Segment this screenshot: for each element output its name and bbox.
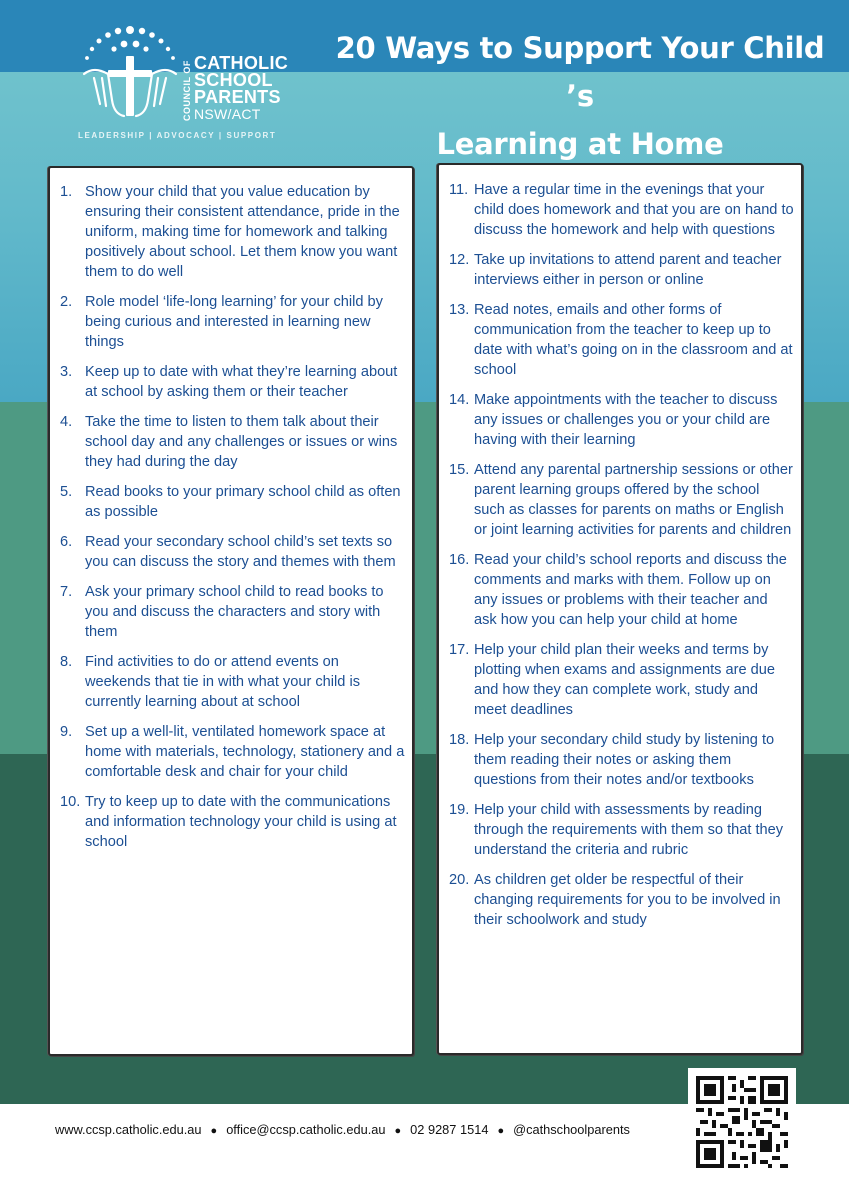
social-handle: @cathschoolparents	[513, 1122, 630, 1137]
list-item	[449, 390, 794, 450]
list-item-text: Read notes, emails and other forms of communication from the teacher to keep up to date with what’s going on in the classroom and at school	[474, 302, 793, 378]
list-item	[449, 800, 794, 860]
list-item	[449, 870, 794, 930]
logo-line-catholic: CATHOLIC	[194, 53, 289, 73]
list-item-number: 7.	[60, 584, 73, 600]
list-item-number: 2.	[60, 294, 73, 310]
list-item-text: As children get older be respectful of their changing requirements for you to be involved in their schoolwork and study	[474, 872, 781, 928]
list-item-text: Attend any parental partnership sessions or other parent learning groups offered by the school such as classes for parents on maths or English or joint learning activities for parents and children	[474, 462, 793, 538]
list-item-number: 4.	[60, 414, 73, 430]
logo-wordmark	[194, 55, 288, 123]
logo-line-school: SCHOOL	[194, 70, 273, 90]
list-item	[60, 412, 405, 472]
list-item	[60, 652, 405, 712]
left-list-panel	[48, 166, 414, 1056]
separator-dot: ●	[497, 1125, 505, 1137]
list-item	[449, 460, 794, 540]
list-item-text: Read your secondary school child’s set texts so you can discuss the story and themes with them	[85, 534, 396, 570]
list-item	[449, 250, 794, 290]
logo-council-of: COUNCIL OF	[182, 60, 192, 121]
logo-line-region: NSW/ACT	[194, 106, 261, 122]
page-title-line-2: Learning at Home	[436, 127, 724, 161]
list-item-text: Make appointments with the teacher to discuss any issues or challenges you or your child are having with their learning	[474, 392, 778, 448]
list-item-number: 18.	[449, 732, 470, 748]
list-item	[449, 730, 794, 790]
email-link[interactable]: office@ccsp.catholic.edu.au	[226, 1122, 386, 1137]
phone-number: 02 9287 1514	[410, 1122, 489, 1137]
list-item-text: Have a regular time in the evenings that your child does homework and that you are on hand to discuss the homework and help with questions	[474, 182, 794, 238]
list-item-text: Read books to your primary school child as often as possible	[85, 484, 401, 520]
separator-dot: ●	[210, 1125, 218, 1137]
page-title	[320, 24, 840, 168]
page-title-line-1: 20 Ways to Support Your Child ’s	[335, 31, 825, 113]
list-item-number: 19.	[449, 802, 470, 818]
separator-dot: ●	[394, 1125, 402, 1137]
list-item-number: 13.	[449, 302, 470, 318]
list-item	[60, 362, 405, 402]
tips-list-left	[60, 182, 405, 862]
list-item-text: Help your child plan their weeks and terms by plotting when exams and assignments are due and how they can complete work, study and meet deadlines	[474, 642, 775, 718]
list-item-text: Set up a well-lit, ventilated homework space at home with materials, technology, stationery and a comfortable desk and chair for your child	[85, 724, 405, 780]
hands-cross-emblem-icon	[78, 22, 182, 126]
tips-list-right	[449, 180, 794, 940]
contact-footer	[55, 1122, 695, 1137]
website-link[interactable]: www.ccsp.catholic.edu.au	[55, 1122, 202, 1137]
list-item	[449, 180, 794, 240]
list-item-number: 12.	[449, 252, 470, 268]
qr-code-icon[interactable]	[688, 1068, 796, 1176]
list-item-number: 15.	[449, 462, 470, 478]
list-item-number: 3.	[60, 364, 73, 380]
list-item	[60, 482, 405, 522]
ccsp-logo	[78, 22, 308, 144]
list-item-text: Help your child with assessments by reading through the requirements with them so that they understand the criteria and rubric	[474, 802, 784, 858]
list-item-text: Try to keep up to date with the communications and information technology your child is using at school	[85, 794, 397, 850]
list-item-text: Find activities to do or attend events on weekends that tie in with what your child is currently learning about at school	[85, 654, 360, 710]
list-item-number: 17.	[449, 642, 470, 658]
list-item-number: 1.	[60, 184, 73, 200]
list-item	[60, 792, 405, 852]
list-item	[449, 300, 794, 380]
list-item-text: Read your child’s school reports and discuss the comments and marks with them. Follow up on any issues or problems with their teacher and ask how you can help your child at home	[474, 552, 787, 628]
list-item-text: Take up invitations to attend parent and teacher interviews either in person or online	[474, 252, 782, 288]
list-item-text: Ask your primary school child to read books to you and discuss the characters and story with them	[85, 584, 384, 640]
list-item-text: Take the time to listen to them talk about their school day and any challenges or issues or wins they had during the day	[85, 414, 398, 470]
list-item-number: 11.	[449, 182, 469, 198]
list-item	[60, 182, 405, 282]
list-item	[60, 722, 405, 782]
list-item-text: Role model ‘life-long learning’ for your child by being curious and interested in learning new things	[85, 294, 383, 350]
list-item	[449, 640, 794, 720]
list-item-text: Keep up to date with what they’re learning about at school by asking them or their teacher	[85, 364, 398, 400]
list-item-number: 20.	[449, 872, 470, 888]
list-item-text: Help your secondary child study by listening to them reading their notes or asking them questions from their notes and/or textbooks	[474, 732, 775, 788]
list-item	[60, 532, 405, 572]
list-item	[60, 582, 405, 642]
list-item-number: 10.	[60, 794, 81, 810]
list-item	[449, 550, 794, 630]
list-item-number: 14.	[449, 392, 470, 408]
list-item-number: 5.	[60, 484, 73, 500]
list-item-number: 9.	[60, 724, 73, 740]
list-item	[60, 292, 405, 352]
list-item-number: 16.	[449, 552, 470, 568]
right-list-panel	[437, 163, 803, 1055]
qr-code-image	[696, 1076, 788, 1168]
logo-line-parents: PARENTS	[194, 87, 281, 107]
logo-tagline: LEADERSHIP | ADVOCACY | SUPPORT	[78, 131, 277, 140]
list-item-number: 8.	[60, 654, 73, 670]
list-item-number: 6.	[60, 534, 73, 550]
list-item-text: Show your child that you value education by ensuring their consistent attendance, pride in the uniform, making time for homework and talking positively about school. Let them know you want them to do well	[85, 184, 400, 280]
